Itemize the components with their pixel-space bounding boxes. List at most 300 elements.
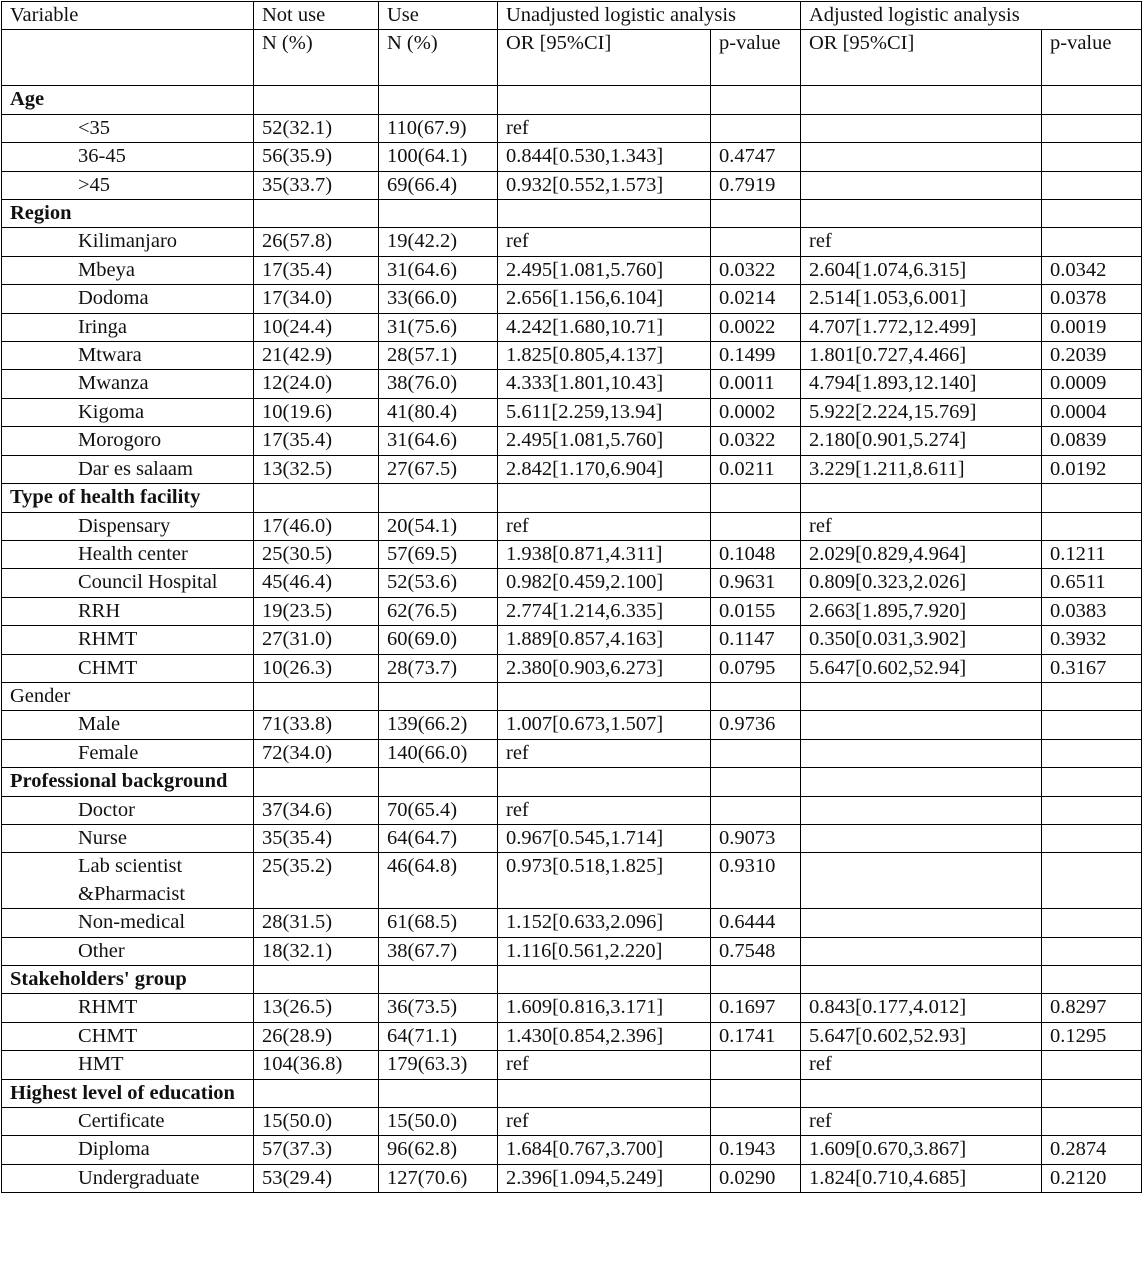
row-label: Kigoma xyxy=(2,398,254,426)
unadjusted-p-value xyxy=(711,512,801,540)
table-row xyxy=(2,796,1142,824)
adjusted-p-value: 0.2039 xyxy=(1042,342,1142,370)
empty-cell xyxy=(1042,86,1142,114)
not-use-value: 13(32.5) xyxy=(254,455,379,483)
row-label: Undergraduate xyxy=(2,1164,254,1192)
empty-cell xyxy=(1042,484,1142,512)
adjusted-p-value xyxy=(1042,909,1142,937)
group-row xyxy=(2,86,1142,114)
unadjusted-or-value: 0.932[0.552,1.573] xyxy=(498,171,711,199)
not-use-value: 72(34.0) xyxy=(254,739,379,767)
adjusted-or-value xyxy=(801,171,1042,199)
table-row xyxy=(2,994,1142,1022)
logistic-analysis-table xyxy=(1,1,1142,1193)
row-label: Male xyxy=(2,711,254,739)
adjusted-p-value xyxy=(1042,1051,1142,1079)
adjusted-p-value xyxy=(1042,143,1142,171)
empty-cell xyxy=(379,484,498,512)
empty-cell xyxy=(711,86,801,114)
empty-cell xyxy=(801,966,1042,994)
group-row xyxy=(2,200,1142,228)
group-label: Gender xyxy=(2,682,254,710)
unadjusted-or-value: 2.495[1.081,5.760] xyxy=(498,256,711,284)
not-use-value: 71(33.8) xyxy=(254,711,379,739)
table-row xyxy=(2,1164,1142,1192)
use-value: 57(69.5) xyxy=(379,540,498,568)
table-body xyxy=(2,86,1142,1193)
row-label: Dispensary xyxy=(2,512,254,540)
row-label: CHMT xyxy=(2,654,254,682)
adjusted-or-value xyxy=(801,796,1042,824)
unadjusted-p-value xyxy=(711,228,801,256)
use-value: 64(71.1) xyxy=(379,1022,498,1050)
table-row xyxy=(2,739,1142,767)
unadjusted-or-value: 1.889[0.857,4.163] xyxy=(498,626,711,654)
adjusted-or-value xyxy=(801,143,1042,171)
not-use-value: 15(50.0) xyxy=(254,1108,379,1136)
header-unadjusted-or: OR [95%CI] xyxy=(498,30,711,86)
table-row xyxy=(2,455,1142,483)
table-row xyxy=(2,711,1142,739)
empty-cell xyxy=(801,1079,1042,1107)
adjusted-p-value: 0.0019 xyxy=(1042,313,1142,341)
empty-cell xyxy=(379,1079,498,1107)
use-value: 28(57.1) xyxy=(379,342,498,370)
adjusted-or-value xyxy=(801,739,1042,767)
use-value: 33(66.0) xyxy=(379,285,498,313)
row-label: Non-medical xyxy=(2,909,254,937)
not-use-value: 26(28.9) xyxy=(254,1022,379,1050)
not-use-value: 21(42.9) xyxy=(254,342,379,370)
unadjusted-p-value: 0.4747 xyxy=(711,143,801,171)
unadjusted-or-value: ref xyxy=(498,796,711,824)
group-label: Stakeholders' group xyxy=(2,966,254,994)
unadjusted-or-value: 1.152[0.633,2.096] xyxy=(498,909,711,937)
unadjusted-or-value: ref xyxy=(498,228,711,256)
table-row xyxy=(2,937,1142,965)
empty-cell xyxy=(1042,966,1142,994)
unadjusted-or-value: 1.007[0.673,1.507] xyxy=(498,711,711,739)
table-row xyxy=(2,512,1142,540)
not-use-value: 35(35.4) xyxy=(254,824,379,852)
empty-cell xyxy=(498,86,711,114)
use-value: 31(64.6) xyxy=(379,256,498,284)
row-label: CHMT xyxy=(2,1022,254,1050)
unadjusted-or-value: 2.774[1.214,6.335] xyxy=(498,597,711,625)
unadjusted-or-value: 2.396[1.094,5.249] xyxy=(498,1164,711,1192)
not-use-value: 17(46.0) xyxy=(254,512,379,540)
header-blank xyxy=(2,30,254,86)
unadjusted-p-value: 0.9073 xyxy=(711,824,801,852)
group-row xyxy=(2,484,1142,512)
empty-cell xyxy=(711,966,801,994)
unadjusted-p-value: 0.6444 xyxy=(711,909,801,937)
unadjusted-or-value: 4.242[1.680,10.71] xyxy=(498,313,711,341)
header-row-1 xyxy=(2,2,1142,30)
adjusted-or-value xyxy=(801,909,1042,937)
unadjusted-or-value: 1.938[0.871,4.311] xyxy=(498,540,711,568)
adjusted-p-value: 0.0009 xyxy=(1042,370,1142,398)
unadjusted-p-value: 0.0322 xyxy=(711,256,801,284)
empty-cell xyxy=(254,1079,379,1107)
not-use-value: 12(24.0) xyxy=(254,370,379,398)
adjusted-or-value: 4.794[1.893,12.140] xyxy=(801,370,1042,398)
group-label: Highest level of education xyxy=(2,1079,254,1107)
row-label: >45 xyxy=(2,171,254,199)
unadjusted-p-value: 0.9631 xyxy=(711,569,801,597)
header-adjusted: Adjusted logistic analysis xyxy=(801,2,1142,30)
adjusted-or-value xyxy=(801,937,1042,965)
adjusted-p-value: 0.0192 xyxy=(1042,455,1142,483)
empty-cell xyxy=(498,966,711,994)
empty-cell xyxy=(801,768,1042,796)
adjusted-or-value: ref xyxy=(801,512,1042,540)
adjusted-or-value: 2.180[0.901,5.274] xyxy=(801,427,1042,455)
adjusted-p-value: 0.0004 xyxy=(1042,398,1142,426)
adjusted-p-value xyxy=(1042,711,1142,739)
unadjusted-p-value: 0.7919 xyxy=(711,171,801,199)
empty-cell xyxy=(1042,1079,1142,1107)
use-value: 110(67.9) xyxy=(379,114,498,142)
adjusted-or-value: 4.707[1.772,12.499] xyxy=(801,313,1042,341)
unadjusted-p-value: 0.0214 xyxy=(711,285,801,313)
unadjusted-p-value: 0.0022 xyxy=(711,313,801,341)
adjusted-or-value xyxy=(801,853,1042,909)
adjusted-or-value: 5.922[2.224,15.769] xyxy=(801,398,1042,426)
table-row xyxy=(2,626,1142,654)
use-value: 179(63.3) xyxy=(379,1051,498,1079)
not-use-value: 13(26.5) xyxy=(254,994,379,1022)
row-label: Diploma xyxy=(2,1136,254,1164)
table-row xyxy=(2,569,1142,597)
row-label: Dar es salaam xyxy=(2,455,254,483)
row-label: Certificate xyxy=(2,1108,254,1136)
adjusted-p-value xyxy=(1042,512,1142,540)
use-value: 41(80.4) xyxy=(379,398,498,426)
not-use-value: 57(37.3) xyxy=(254,1136,379,1164)
empty-cell xyxy=(498,200,711,228)
row-label: RHMT xyxy=(2,626,254,654)
row-label: Mbeya xyxy=(2,256,254,284)
table-row xyxy=(2,1051,1142,1079)
adjusted-p-value: 0.1295 xyxy=(1042,1022,1142,1050)
use-value: 36(73.5) xyxy=(379,994,498,1022)
empty-cell xyxy=(498,1079,711,1107)
unadjusted-or-value: 0.973[0.518,1.825] xyxy=(498,853,711,909)
header-variable: Variable xyxy=(2,2,254,30)
unadjusted-p-value: 0.1943 xyxy=(711,1136,801,1164)
unadjusted-p-value: 0.0322 xyxy=(711,427,801,455)
table-row xyxy=(2,597,1142,625)
adjusted-p-value: 0.3167 xyxy=(1042,654,1142,682)
not-use-value: 35(33.7) xyxy=(254,171,379,199)
group-row xyxy=(2,966,1142,994)
adjusted-p-value: 0.0378 xyxy=(1042,285,1142,313)
adjusted-or-value: ref xyxy=(801,1051,1042,1079)
empty-cell xyxy=(711,1079,801,1107)
use-value: 19(42.2) xyxy=(379,228,498,256)
table-row xyxy=(2,1136,1142,1164)
table-row xyxy=(2,171,1142,199)
not-use-value: 53(29.4) xyxy=(254,1164,379,1192)
table-row xyxy=(2,654,1142,682)
adjusted-p-value xyxy=(1042,937,1142,965)
use-value: 20(54.1) xyxy=(379,512,498,540)
header-row-2 xyxy=(2,30,1142,86)
unadjusted-p-value: 0.0002 xyxy=(711,398,801,426)
empty-cell xyxy=(254,200,379,228)
unadjusted-p-value xyxy=(711,739,801,767)
table-row xyxy=(2,370,1142,398)
not-use-value: 19(23.5) xyxy=(254,597,379,625)
use-value: 140(66.0) xyxy=(379,739,498,767)
header-unadjusted: Unadjusted logistic analysis xyxy=(498,2,801,30)
unadjusted-or-value: 1.825[0.805,4.137] xyxy=(498,342,711,370)
empty-cell xyxy=(254,682,379,710)
empty-cell xyxy=(498,484,711,512)
unadjusted-p-value xyxy=(711,114,801,142)
unadjusted-p-value: 0.1048 xyxy=(711,540,801,568)
not-use-value: 17(34.0) xyxy=(254,285,379,313)
adjusted-p-value xyxy=(1042,228,1142,256)
not-use-value: 17(35.4) xyxy=(254,256,379,284)
not-use-value: 104(36.8) xyxy=(254,1051,379,1079)
use-value: 28(73.7) xyxy=(379,654,498,682)
adjusted-p-value: 0.8297 xyxy=(1042,994,1142,1022)
adjusted-p-value xyxy=(1042,171,1142,199)
empty-cell xyxy=(379,86,498,114)
group-label: Region xyxy=(2,200,254,228)
empty-cell xyxy=(379,682,498,710)
unadjusted-or-value: ref xyxy=(498,739,711,767)
row-label: Female xyxy=(2,739,254,767)
not-use-value: 18(32.1) xyxy=(254,937,379,965)
adjusted-or-value: 0.350[0.031,3.902] xyxy=(801,626,1042,654)
adjusted-p-value xyxy=(1042,1108,1142,1136)
row-label: RHMT xyxy=(2,994,254,1022)
adjusted-p-value: 0.0342 xyxy=(1042,256,1142,284)
adjusted-or-value: 2.663[1.895,7.920] xyxy=(801,597,1042,625)
adjusted-or-value: 5.647[0.602,52.93] xyxy=(801,1022,1042,1050)
adjusted-or-value: 5.647[0.602,52.94] xyxy=(801,654,1042,682)
adjusted-or-value: 2.029[0.829,4.964] xyxy=(801,540,1042,568)
table-row xyxy=(2,824,1142,852)
empty-cell xyxy=(254,966,379,994)
table-row xyxy=(2,1022,1142,1050)
table-row xyxy=(2,540,1142,568)
adjusted-p-value: 0.2120 xyxy=(1042,1164,1142,1192)
group-row xyxy=(2,768,1142,796)
empty-cell xyxy=(801,200,1042,228)
adjusted-or-value: ref xyxy=(801,1108,1042,1136)
row-label: Mtwara xyxy=(2,342,254,370)
not-use-value: 10(24.4) xyxy=(254,313,379,341)
empty-cell xyxy=(711,682,801,710)
empty-cell xyxy=(498,682,711,710)
use-value: 38(67.7) xyxy=(379,937,498,965)
header-use: Use xyxy=(379,2,498,30)
unadjusted-or-value: 0.844[0.530,1.343] xyxy=(498,143,711,171)
empty-cell xyxy=(711,484,801,512)
adjusted-p-value: 0.0839 xyxy=(1042,427,1142,455)
unadjusted-p-value: 0.0795 xyxy=(711,654,801,682)
row-label: 36-45 xyxy=(2,143,254,171)
table-row xyxy=(2,143,1142,171)
header-adjusted-or: OR [95%CI] xyxy=(801,30,1042,86)
use-value: 31(64.6) xyxy=(379,427,498,455)
empty-cell xyxy=(1042,768,1142,796)
unadjusted-p-value: 0.1697 xyxy=(711,994,801,1022)
empty-cell xyxy=(711,200,801,228)
adjusted-p-value: 0.0383 xyxy=(1042,597,1142,625)
row-label: RRH xyxy=(2,597,254,625)
unadjusted-p-value: 0.0211 xyxy=(711,455,801,483)
not-use-value: 27(31.0) xyxy=(254,626,379,654)
unadjusted-or-value: 1.609[0.816,3.171] xyxy=(498,994,711,1022)
table-row xyxy=(2,114,1142,142)
unadjusted-p-value: 0.1741 xyxy=(711,1022,801,1050)
row-label: Kilimanjaro xyxy=(2,228,254,256)
unadjusted-or-value: 0.967[0.545,1.714] xyxy=(498,824,711,852)
unadjusted-or-value: 1.116[0.561,2.220] xyxy=(498,937,711,965)
unadjusted-p-value: 0.1147 xyxy=(711,626,801,654)
row-label: Iringa xyxy=(2,313,254,341)
row-label: Nurse xyxy=(2,824,254,852)
unadjusted-p-value: 0.1499 xyxy=(711,342,801,370)
row-label: Other xyxy=(2,937,254,965)
unadjusted-or-value: 2.380[0.903,6.273] xyxy=(498,654,711,682)
unadjusted-p-value: 0.9736 xyxy=(711,711,801,739)
adjusted-or-value xyxy=(801,824,1042,852)
unadjusted-or-value: ref xyxy=(498,512,711,540)
header-not-use: Not use xyxy=(254,2,379,30)
use-value: 127(70.6) xyxy=(379,1164,498,1192)
row-label: Lab scientist &Pharmacist xyxy=(2,853,254,909)
not-use-value: 37(34.6) xyxy=(254,796,379,824)
use-value: 139(66.2) xyxy=(379,711,498,739)
empty-cell xyxy=(801,86,1042,114)
use-value: 64(64.7) xyxy=(379,824,498,852)
adjusted-or-value xyxy=(801,711,1042,739)
row-label: Morogoro xyxy=(2,427,254,455)
empty-cell xyxy=(379,966,498,994)
table-row xyxy=(2,909,1142,937)
group-label: Age xyxy=(2,86,254,114)
header-adjusted-p: p-value xyxy=(1042,30,1142,86)
table-row xyxy=(2,285,1142,313)
table-row xyxy=(2,853,1142,909)
unadjusted-or-value: ref xyxy=(498,1051,711,1079)
empty-cell xyxy=(379,200,498,228)
adjusted-p-value: 0.3932 xyxy=(1042,626,1142,654)
not-use-value: 56(35.9) xyxy=(254,143,379,171)
unadjusted-p-value xyxy=(711,796,801,824)
adjusted-p-value xyxy=(1042,739,1142,767)
unadjusted-p-value xyxy=(711,1051,801,1079)
adjusted-p-value: 0.2874 xyxy=(1042,1136,1142,1164)
unadjusted-p-value: 0.0290 xyxy=(711,1164,801,1192)
row-label: Health center xyxy=(2,540,254,568)
adjusted-or-value: 3.229[1.211,8.611] xyxy=(801,455,1042,483)
not-use-value: 28(31.5) xyxy=(254,909,379,937)
use-value: 27(67.5) xyxy=(379,455,498,483)
table-row xyxy=(2,256,1142,284)
unadjusted-or-value: 0.982[0.459,2.100] xyxy=(498,569,711,597)
adjusted-or-value: 0.809[0.323,2.026] xyxy=(801,569,1042,597)
row-label: <35 xyxy=(2,114,254,142)
empty-cell xyxy=(1042,682,1142,710)
adjusted-p-value: 0.1211 xyxy=(1042,540,1142,568)
use-value: 60(69.0) xyxy=(379,626,498,654)
adjusted-p-value xyxy=(1042,853,1142,909)
group-label: Professional background xyxy=(2,768,254,796)
not-use-value: 45(46.4) xyxy=(254,569,379,597)
use-value: 52(53.6) xyxy=(379,569,498,597)
adjusted-p-value xyxy=(1042,114,1142,142)
use-value: 70(65.4) xyxy=(379,796,498,824)
use-value: 61(68.5) xyxy=(379,909,498,937)
empty-cell xyxy=(801,484,1042,512)
unadjusted-or-value: ref xyxy=(498,114,711,142)
not-use-value: 25(30.5) xyxy=(254,540,379,568)
empty-cell xyxy=(254,484,379,512)
table-row xyxy=(2,313,1142,341)
unadjusted-p-value: 0.9310 xyxy=(711,853,801,909)
header-use-n: N (%) xyxy=(379,30,498,86)
unadjusted-or-value: ref xyxy=(498,1108,711,1136)
adjusted-p-value xyxy=(1042,824,1142,852)
row-label: HMT xyxy=(2,1051,254,1079)
adjusted-or-value: 0.843[0.177,4.012] xyxy=(801,994,1042,1022)
empty-cell xyxy=(254,768,379,796)
unadjusted-or-value: 2.842[1.170,6.904] xyxy=(498,455,711,483)
empty-cell xyxy=(1042,200,1142,228)
not-use-value: 10(19.6) xyxy=(254,398,379,426)
adjusted-p-value: 0.6511 xyxy=(1042,569,1142,597)
row-label: Mwanza xyxy=(2,370,254,398)
table-row xyxy=(2,342,1142,370)
empty-cell xyxy=(498,768,711,796)
adjusted-or-value: 1.801[0.727,4.466] xyxy=(801,342,1042,370)
empty-cell xyxy=(379,768,498,796)
adjusted-or-value: ref xyxy=(801,228,1042,256)
adjusted-or-value xyxy=(801,114,1042,142)
empty-cell xyxy=(254,86,379,114)
adjusted-or-value: 1.824[0.710,4.685] xyxy=(801,1164,1042,1192)
unadjusted-or-value: 2.656[1.156,6.104] xyxy=(498,285,711,313)
empty-cell xyxy=(801,682,1042,710)
use-value: 38(76.0) xyxy=(379,370,498,398)
header-not-use-n: N (%) xyxy=(254,30,379,86)
not-use-value: 10(26.3) xyxy=(254,654,379,682)
unadjusted-or-value: 1.684[0.767,3.700] xyxy=(498,1136,711,1164)
unadjusted-p-value: 0.7548 xyxy=(711,937,801,965)
unadjusted-p-value: 0.0155 xyxy=(711,597,801,625)
use-value: 31(75.6) xyxy=(379,313,498,341)
use-value: 96(62.8) xyxy=(379,1136,498,1164)
group-row xyxy=(2,1079,1142,1107)
table-row xyxy=(2,228,1142,256)
table-row xyxy=(2,1108,1142,1136)
unadjusted-or-value: 4.333[1.801,10.43] xyxy=(498,370,711,398)
adjusted-or-value: 2.604[1.074,6.315] xyxy=(801,256,1042,284)
adjusted-p-value xyxy=(1042,796,1142,824)
unadjusted-p-value xyxy=(711,1108,801,1136)
unadjusted-or-value: 5.611[2.259,13.94] xyxy=(498,398,711,426)
adjusted-or-value: 2.514[1.053,6.001] xyxy=(801,285,1042,313)
use-value: 100(64.1) xyxy=(379,143,498,171)
header-unadjusted-p: p-value xyxy=(711,30,801,86)
